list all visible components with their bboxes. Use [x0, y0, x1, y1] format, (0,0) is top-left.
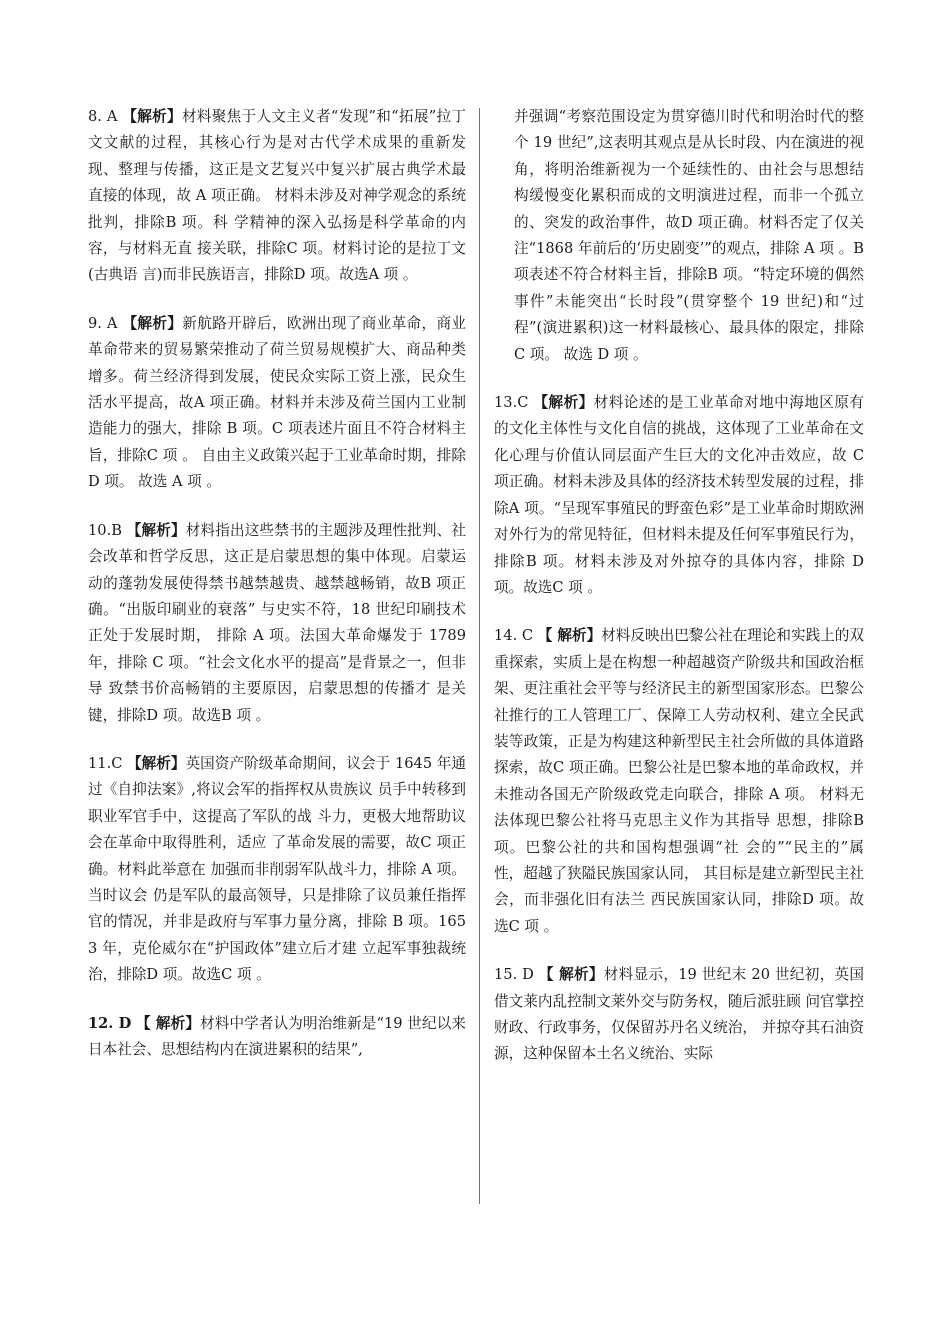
- analysis-tag: 【 解析】: [537, 627, 602, 645]
- left-column: [88, 104, 466, 1085]
- answer-number: 13.C: [494, 394, 529, 412]
- answer-number: 9. A: [88, 314, 118, 332]
- analysis-tag: 【 解析】: [136, 1014, 201, 1032]
- analysis-tag: 【解析】: [533, 394, 594, 412]
- analysis-tag: 【解析】: [126, 521, 186, 539]
- column-divider: [479, 108, 480, 1204]
- analysis-tag: 【解析】: [122, 108, 182, 125]
- analysis-tag: 【解析】: [127, 754, 186, 772]
- analysis-text: 材料显示，19 世纪末 20 世纪初，英国 借文莱内乱控制文莱外交与防务权，随后派驻顾 问官掌控财政、行政事务，仅保留苏丹名义统治， 并掠夺其石油资源，这种保留本土名义统治、实际: [494, 966, 864, 1063]
- right-column: [494, 104, 864, 1090]
- analysis-text: 并强调“考察范围设定为贯穿德川时代和明治时代的整个 19 世纪”,这表明其观点是从长时段、内在演进的视角，将明治维新视为一个延续性的、由社会与思想结构缓慢变化累积而成的文明演进过程，而非一个孤立的、突发的政治事件，故D 项正确。材料否定了仅关注“1868 年前后的‘历史剧变’”的观点，排除 A 项 。B 项表述不符合材料主旨，排除B 项。“特定环境的偶然事件”未能突出“长时段”(贯穿整个 19 世纪)和“过程”(演进累积)这一材料最核心、最具体的限定，排除 C 项。 故选 D 项 。: [514, 108, 864, 363]
- answer-number: 14. C: [494, 627, 534, 645]
- answer-number: 8. A: [88, 108, 118, 125]
- answer-number: 10.B: [88, 521, 122, 539]
- answer-item-11: [88, 751, 466, 989]
- analysis-tag: 【解析】: [122, 314, 183, 332]
- analysis-text: 新航路开辟后，欧洲出现了商业革命，商业革命带来的贸易繁荣推动了荷兰贸易规模扩大、商品种类增多。荷兰经济得到发展，使民众实际工资上涨，民众生活水平提高，故A 项正确。材料并未涉及荷兰国内工业制造能力的强大，排除 B 项。C 项表述片面且不符合材料主旨，排除C 项 。 自由主义政策兴起于工业革命时期，排除 D 项。 故选 A 项 。: [88, 314, 466, 491]
- answer-item-8: [88, 104, 466, 289]
- answer-item-14: [494, 623, 864, 940]
- analysis-text: 材料论述的是工业革命对地中海地区原有的文化主体性与文化自信的挑战，这体现了工业革命在文化心理与价值认同层面产生巨大的文化冲击效应，故 C 项正确。材料未涉及具体的经济技术转型发展的过程，排除A 项。“呈现军事殖民的野蛮色彩”是工业革命时期欧洲对外行为的常见特征，但材料未提及任何军事殖民行为，排除B 项。材料未涉及对外掠夺的具体内容，排除 D 项。故选C 项 。: [494, 394, 864, 596]
- answer-item-12: [88, 1011, 466, 1064]
- answer-item-15: [494, 962, 864, 1068]
- analysis-tag: 【 解析】: [538, 966, 604, 984]
- answer-item-10: [88, 518, 466, 729]
- answer-item-13: [494, 390, 864, 601]
- analysis-text: 材料聚焦于人文主义者“发现”和“拓展”拉丁文文献的过程，其核心行为是对古代学术成果的重新发现、整理与传播，这正是文艺复兴中复兴扩展古典学术最直接的体现，故 A 项正确。 材料未涉及对神学观念的系统批判，排除B 项。科 学精神的深入弘扬是科学革命的内容，与材料无直 接关联，排除C 项。材料讨论的是拉丁文(古典语 言)而非民族语言，排除D 项。故选A 项 。: [88, 108, 466, 284]
- answer-number: 15. D: [494, 966, 534, 984]
- answer-number: 11.C: [88, 754, 123, 772]
- analysis-text: 英国资产阶级革命期间，议会于 1645 年通过《自抑法案》,将议会军的指挥权从贵族议 员手中转移到职业军官手中，这提高了军队的战 斗力，更极大地帮助议会在革命中取得胜利，适应 了革命发展的需要，故C 项正确。材料此举意在 加强而非削弱军队战斗力，排除 A 项。当时议会 仍是军队的最高领导，只是排除了议员兼任指挥 官的情况，并非是政府与军事力量分离，排除 B 项。1653 年，克伦威尔在“护国政体”建立后才建 立起军事独裁统治，排除D 项。故选C 项 。: [88, 754, 466, 984]
- analysis-text: 材料反映出巴黎公社在理论和实践上的双重探索，实质上是在构想一种超越资产阶级共和国政治框架、更注重社会平等与经济民主的新型国家形态。巴黎公社推行的工人管理工厂、保障工人劳动权利、建立全民武装等政策，正是为构建这种新型民主社会所做的具体道路探索，故C 项正确。巴黎公社是巴黎本地的革命政权，并未推动各国无产阶级政党走向联合，排除 A 项。 材料无法体现巴黎公社将马克思主义作为其指导 思想，排除B 项。巴黎公社的共和国构想强调“社 会的”“民主的”属性，超越了狭隘民族国家认同， 其目标是建立新型民主社会，而非强化旧有法兰 西民族国家认同，排除D 项。故选C 项 。: [494, 627, 864, 935]
- analysis-text: 材料指出这些禁书的主题涉及理性批判、社会改革和哲学反思，这正是启蒙思想的集中体现。启蒙运动的蓬勃发展使得禁书越禁越贵、越禁越畅销，故B 项正确。“出版印刷业的衰落” 与史实不符，18 世纪印刷技术正处于发展时期， 排除 A 项。法国大革命爆发于 1789 年，排除 C 项。“社会文化水平的提高”是背景之一，但非导 致禁书价高畅销的主要原因，启蒙思想的传播才 是关键，排除D 项。故选B 项 。: [88, 521, 466, 724]
- answer-number: 12. D: [88, 1014, 132, 1032]
- answer-item-9: [88, 311, 466, 496]
- answer-item-12-continued: [494, 104, 864, 368]
- analysis-text: 材料中学者认为明治维新是“19 世纪以来日本社会、思想结构内在演进累积的结果”,: [88, 1014, 467, 1058]
